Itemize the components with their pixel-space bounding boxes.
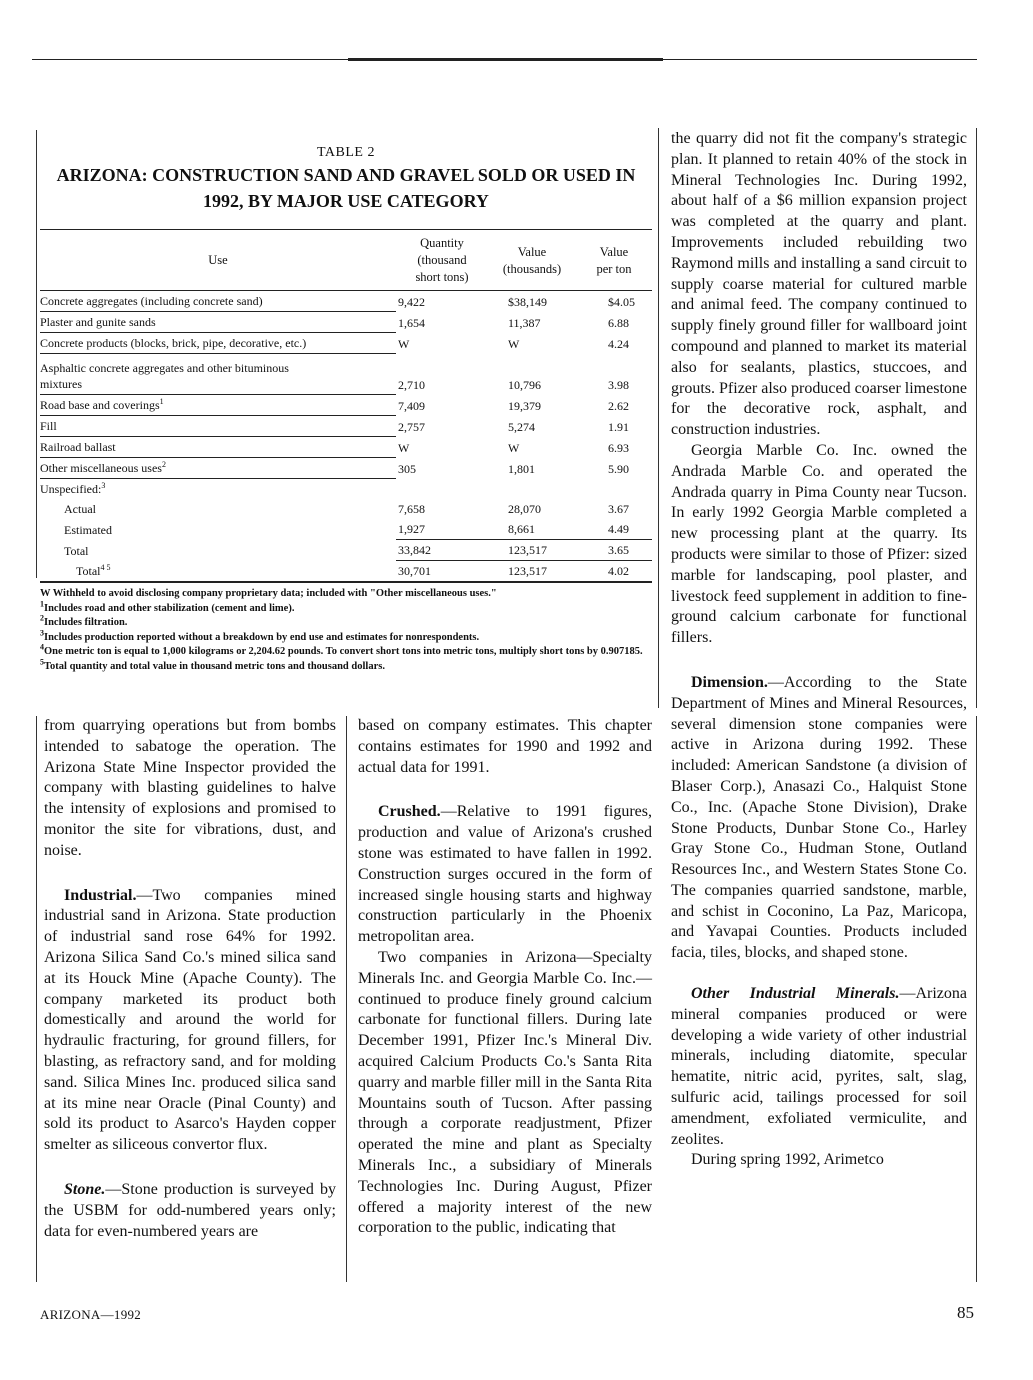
table-title-line2: 1992, BY MAJOR USE CATEGORY: [203, 191, 489, 211]
row-quantity: 2,710: [398, 377, 425, 392]
paragraph: Two companies in Arizona—Specialty Minerals Inc. and Georgia Marble Co. Inc.—continued to produce finely ground calcium carbonate for functional fillers. During late December 1991, Pfizer Inc.'s Mineral Div. acquired Calcium Products Co.'s Santa Rita quarry and marble filler mill in the Santa Rita Mountains south of Tucson. After passing through a corporate readjustment, Pfizer operated the mine and plant as Specialty Minerals Inc., a subsidiary of Minerals Technologies Inc. During August, Pfizer offered a majority interest of the new corporation to the public, indicating that: [358, 948, 652, 1237]
row-quantity: 7,658: [398, 502, 425, 516]
col1-col2-divider: [346, 716, 347, 1282]
row-per-ton: 3.65: [576, 540, 652, 561]
table-header-row: [40, 230, 652, 291]
row-per-ton: 6.93: [608, 440, 629, 455]
row-label: Actual: [64, 502, 96, 516]
row-value: 11,387: [508, 315, 541, 330]
section-heading: Dimension.: [691, 673, 768, 691]
table-title-line1: ARIZONA: CONSTRUCTION SAND AND GRAVEL SOLD OR USED IN: [56, 165, 636, 185]
paragraph: based on company estimates. This chapter contains estimates for 1990 and 1992 and actual data for 1991.: [358, 717, 652, 776]
table-row: [40, 291, 652, 312]
table-row: [40, 416, 652, 437]
section-heading: Industrial.: [64, 886, 137, 904]
row-per-ton: 6.88: [608, 315, 629, 330]
footnote: $^2$Includes filtration.: [40, 613, 128, 629]
paragraph-stone: Stone.—Stone production is surveyed by the USBM for odd-numbered years only; data for even-numbered years are: [44, 1180, 336, 1240]
row-per-ton: $4.05: [608, 294, 635, 309]
row-per-ton: 5.90: [608, 461, 629, 476]
section-heading: Crushed.: [378, 803, 441, 821]
header-quantity: Quantity (thousand short tons): [396, 230, 488, 291]
section-heading: Other Industrial Minerals.: [691, 985, 900, 1003]
data-table: [40, 229, 652, 583]
row-value: W: [508, 336, 520, 351]
row-label: Railroad ballast: [40, 437, 396, 458]
row-value: 5,274: [508, 419, 535, 434]
row-per-ton: 3.67: [608, 502, 629, 516]
text-column-1: [44, 716, 336, 1242]
paragraph-industrial: Industrial.—Two companies mined industrial sand in Arizona. State production of industrial sand rose 64% for 1992. Arizona Silica Sand Co.'s mined silica sand at its Houck Mine (Apache County). The company marketed its product both domestically and around the world for hydraulic fracturing, for ground fillers, for blasting, as refractory sand, and for molding sand. Silica Mines Inc. produced silica sand at its mine near Oracle (Pinal County) and sold its product to Asarco's Hayden copper smelter as siliceous convertor flux.: [44, 886, 336, 1154]
right-border-lower: [976, 716, 977, 1282]
row-per-ton: 2.62: [608, 398, 629, 413]
section-heading: Stone.: [64, 1180, 106, 1198]
row-quantity: W: [398, 336, 410, 351]
row-quantity: 7,409: [398, 398, 425, 413]
row-per-ton: 4.49: [576, 519, 652, 540]
row-value: 19,379: [508, 398, 541, 413]
footnote: $^4$One metric ton is equal to 1,000 kilograms or 2,204.62 pounds. To convert short tons into metric tons, multiply short tons by 0.907185.: [40, 642, 643, 658]
table-footnotes: [40, 587, 652, 675]
row-quantity: 33,842: [396, 540, 488, 561]
header-value: Value (thousands): [488, 230, 576, 291]
table-row: [40, 312, 652, 333]
table-row: [40, 437, 652, 458]
header-per-ton: Value per ton: [576, 230, 652, 291]
row-label: Concrete products (blocks, brick, pipe, decorative, etc.): [40, 333, 396, 354]
table-left-border: [36, 130, 37, 578]
table-row: [40, 499, 652, 519]
table-row: [40, 354, 652, 395]
page-number: 85: [957, 1303, 974, 1322]
table-row: [40, 479, 652, 500]
row-quantity: 2,757: [398, 419, 425, 434]
table-section: [40, 145, 652, 690]
paragraph: the quarry did not fit the company's strategic plan. It planned to retain 40% of the stock in Mineral Technologies Inc. During 1992, about half of a $6 million expansion project was completed at the quarry and plant. Improvements included rebuilding two Raymond mills and installing a sand circuit to supply coarse material for cultured marble and animal feed. The company continued to supply finely ground filler for wallboard joint compound and planned to market its material also for sealants, plastics, stuccoes, and grouts. Pfizer also produced coarser limestone for the decorative rock, asphalt, and construction industries.: [671, 130, 967, 439]
row-value: 123,517: [488, 540, 576, 561]
paragraph: Georgia Marble Co. Inc. owned the Andrada Marble Co. and operated the Andrada quarry in Pima County near Tucson. In early 1992 Georgia Marble completed a new processing plant at the quarry. Its products were similar to those of Pfizer: sized marble for landscaping, pool plaster, and livestock feed supplement in addition to fine-ground calcium carbonate for functional fillers.: [671, 441, 967, 647]
paragraph-other-industrial: Other Industrial Minerals.—Arizona mineral companies produced or were developing a wide variety of other industrial minerals, including diatomite, specular hematite, nitric acid, pyrites, salt, slag, sulfuric acid, tailings processed for soil amendment, exfoliated vermiculite, and zeolites.: [671, 985, 967, 1148]
table-caption: TABLE 2: [317, 145, 375, 160]
table-row: [40, 561, 652, 583]
row-value: 10,796: [508, 377, 541, 392]
row-label: Fill: [40, 416, 396, 437]
paragraph-dimension: Dimension.—According to the State Department of Mines and Mineral Resources, several dimension stone companies were active in Arizona during 1992. These included: American Sandstone (a division of Blaser Corp.), Anasazi Co., Halquist Stone Co., Inc. (Apache Stone Division), Drake Stone Products, Dunbar Stone Co., Harley Gray Stone Co., Hudman Stone, Outland Resources Inc., and Western States Stone Co. The companies quarried sandstone, marble, and schist in Coconino, La Paz, Maricopa, and Yavapai Counties. Products included facia, tiles, blocks, and shaped stone.: [671, 673, 967, 962]
footnote: W Withheld to avoid disclosing company proprietary data; included with "Other miscellaneous uses.": [40, 588, 497, 599]
table-row: [40, 333, 652, 354]
row-per-ton: 4.02: [576, 561, 652, 583]
row-label: Other miscellaneous uses$^2$: [40, 458, 396, 479]
footnote: $^5$Total quantity and total value in thousand metric tons and thousand dollars.: [40, 657, 385, 672]
footnote: $^3$Includes production reported without a breakdown by end use and estimates for nonrespondents.: [40, 628, 480, 643]
column-divider: [658, 128, 659, 708]
header-use: Use: [40, 230, 396, 291]
row-per-ton: 4.24: [608, 336, 629, 351]
table-row: [40, 395, 652, 416]
row-quantity: 1,927: [396, 519, 488, 540]
text-column-3: [671, 129, 967, 1171]
row-quantity: 305: [398, 461, 416, 476]
row-value: W: [508, 440, 520, 455]
row-quantity: 9,422: [398, 294, 425, 309]
row-label: Total: [64, 543, 89, 558]
row-value: 123,517: [488, 561, 576, 583]
row-label: Estimated: [64, 522, 112, 537]
paragraph: During spring 1992, Arimetco: [691, 1151, 884, 1169]
footnote: $^1$Includes road and other stabilization (cement and lime).: [40, 599, 295, 614]
paragraph-crushed: Crushed.—Relative to 1991 figures, production and value of Arizona's crushed stone was estimated to have fallen in 1992. Construction surges occured in the form of increased single housing starts and highway construction particularly in the Phoenix metropolitan area.: [358, 803, 652, 946]
row-value: 1,801: [508, 461, 535, 476]
row-per-ton: 1.91: [608, 419, 629, 434]
table-row: [40, 540, 652, 561]
row-value: $38,149: [508, 294, 547, 309]
col1-left-border: [36, 716, 37, 1282]
row-quantity: 30,701: [396, 561, 488, 583]
top-rule-accent: [348, 58, 663, 61]
right-border: [976, 128, 977, 708]
row-label: Unspecified:$^3$: [40, 481, 106, 496]
row-quantity: 1,654: [398, 315, 425, 330]
row-value: 8,661: [488, 519, 576, 540]
row-label: Plaster and gunite sands: [40, 312, 396, 333]
row-label: Asphaltic concrete aggregates and other bituminous mixtures: [40, 354, 396, 395]
row-per-ton: 3.98: [608, 377, 629, 392]
row-quantity: W: [398, 440, 410, 455]
row-label: Total$^{4 5}$: [40, 561, 396, 583]
row-label: Concrete aggregates (including concrete sand): [40, 291, 396, 312]
row-label: Road base and coverings$^1$: [40, 395, 396, 416]
row-value: 28,070: [508, 502, 541, 516]
table-row: [40, 458, 652, 479]
table-row: [40, 519, 652, 540]
paragraph: from quarrying operations but from bombs intended to sabatoge the operation. The Arizona State Mine Inspector provided the company with blasting guidelines to halve the intensity of explosions and promised to monitor the site for vibrations, dust, and noise.: [44, 717, 336, 859]
text-column-2: [358, 716, 652, 1239]
running-footer: ARIZONA—1992: [40, 1307, 142, 1322]
